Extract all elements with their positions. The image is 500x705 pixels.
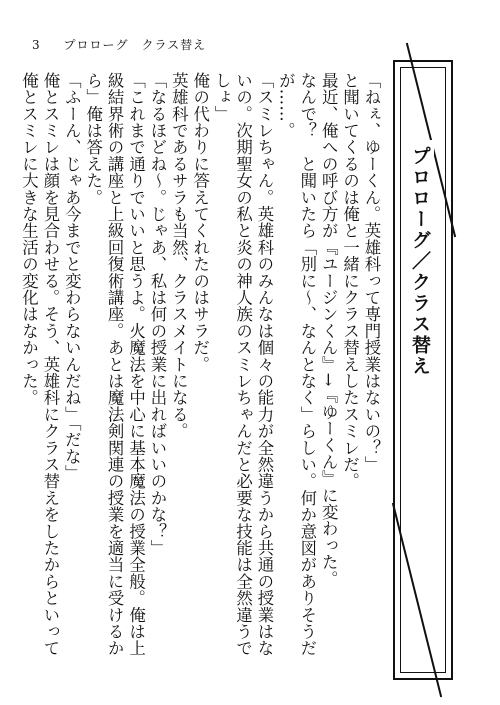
chapter-title: プロローグ／クラス替え [407,140,434,383]
paragraph: 「ふーん、じゃあ今までと変わらないんだね」「だな」 [62,72,82,482]
paragraph: なんで？ と聞いたら「別に～、なんとなく」らしい。何か意図がありそうだが……。 [276,72,317,657]
running-title: プロローグ クラス替え [63,38,207,52]
paragraph: 「これまで通りでいいと思うよ。火魔法を中心に基本魔法の授業全般。俺は上級結界術の講座と上級回復術講座。あとは魔法剣関連の授業を適当に受けるから」俺は答えた。 [83,72,146,657]
paragraph: 「スミレちゃん。英雄科のみんなは個々の能力が全然違うから共通の授業はないの。次期聖女の私と炎の神人族のスミレちゃんだと必要な技能は全然違うでしょ」 [212,72,274,657]
body-text [19,72,382,672]
paragraph: 俺とスミレは顔を見合わせる。そう、英雄科にクラス替えをしたからといって俺とスミレに大きな生活の変化はなかった。 [19,72,60,657]
paragraph: 英雄科であるサラも当然、クラスメイトになる。 [169,72,189,440]
paragraph: 最近、俺への呼び方が『ユージンくん』→『ゆーくん』に変わった。 [319,72,339,588]
paragraph: と聞いてくるのは俺と一緒にクラス替えしたスミレだ。 [340,72,360,490]
paragraph: 俺の代わりに答えてくれたのはサラだ。 [190,72,210,373]
running-header [32,36,206,53]
paragraph: 「なるほどね～。じゃあ、私は何の授業に出ればいいのかな？」 [147,72,167,557]
paragraph: 「ねぇ、ゆーくん。英雄科って専門授業はないの？」 [362,72,381,473]
page-number: 3 [32,38,40,52]
